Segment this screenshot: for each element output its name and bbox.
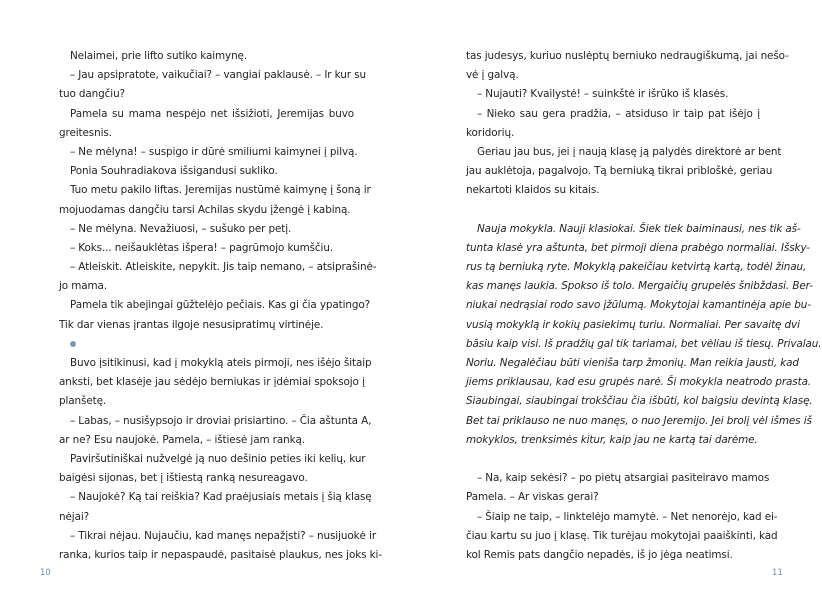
left-page-text [59, 47, 382, 565]
text-line: – Labas, – nusišypsojo ir droviai prisiartino. – Čia aštunta A, [70, 414, 372, 427]
text-line: jiems priklausau, kad esu grupės narė. Ši mokykla neatrodo prasta. [466, 376, 812, 389]
text-line: Noriu. Negalėčiau būti vieniša tarp žmonių. Man reikia jausti, kad [466, 357, 799, 369]
text-line: Paviršutiniškai nužvelgė ją nuo dešinio peties iki kelių, kur [70, 452, 366, 465]
text-line: ar ne? Esu naujokė. Pamela, – ištiesė jam ranką. [59, 433, 305, 446]
text-line: jo mama. [59, 280, 108, 293]
text-line: – Šiaip ne taip, – linktelėjo mamytė. – Net nenorėjo, kad ei- [477, 510, 778, 523]
text-line: Pamela. – Ar viskas gerai? [466, 491, 599, 504]
text-line: vė į galvą. [466, 69, 519, 82]
text-line: – Koks... neišauklėtas išpera! – pagrūmojo kumščiu. [70, 241, 334, 254]
text-line: nekartoti klaidos su kitais. [466, 184, 600, 197]
text-line: kas manęs laukia. Spokso iš tolo. Mergaičių grupelės šnibždasi. Ber- [466, 280, 813, 293]
text-line: baigėsi sijonas, bet į ištiestą ranką nesureagavo. [59, 472, 308, 485]
text-line: – Nujauti? Kvailystė! – suinkštė ir išrūko iš klasės. [477, 88, 729, 101]
text-line: Ponia Souhradiakova išsigandusi sukliko. [70, 165, 278, 178]
text-line: Pamela tik abejingai gūžtelėjo pečiais. Kas gi čia ypatingo? [70, 299, 371, 312]
text-line: mojuodamas dangčiu tarsi Achilas skydu įžengė į kabiną. [59, 203, 351, 216]
text-line: anksti, bet klasėje jau sėdėjo berniukas ir įdėmiai spoksojo į [59, 376, 365, 389]
text-line: Nauja mokykla. Nauji klasiokai. Šiek tiek baiminausi, nes tik aš- [477, 222, 801, 235]
text-line: Nelaimei, prie lifto sutiko kaimynę. [70, 50, 248, 62]
text-line: tunta klasė yra aštunta, bet pirmoji diena prabėgo normaliai. Išsky- [466, 241, 810, 254]
text-line: kol Remis pats dangčio nepadės, iš jo jėga neatimsi. [466, 548, 733, 561]
text-line: Buvo įsitikinusi, kad į mokyklą ateis pirmoji, nes išėjo šitaip [70, 357, 372, 369]
right-page-text [466, 47, 822, 565]
text-line: jau auklėtoja, pagalvojo. Tą berniuką tikrai pribloškė, geriau [466, 165, 773, 178]
text-line: – Ne mėlyna! – suspigo ir dūrė smiliumi kaimynei į pilvą. [70, 145, 358, 158]
text-line: – Na, kaip sekėsi? – po pietų atsargiai pasiteiravo mamos [477, 472, 770, 485]
section-break [59, 335, 354, 354]
page-number-right: 11 [772, 568, 783, 578]
text-line: – Jau apsipratote, vaikučiai? – vangiai paklausė. – Ir kur su [70, 69, 366, 82]
paragraph-gap [466, 450, 760, 469]
text-line: greitesnis. [59, 126, 112, 139]
text-line: Pamela su mama nespėjo net išsižioti, Jeremijas buvo [70, 107, 354, 120]
text-line: – Atleiskit. Atleiskite, nepykit. Jis taip nemano, – atsiprašinė- [70, 261, 377, 274]
section-dot-icon [70, 341, 76, 347]
text-line: – Nieko sau gera pradžia, – atsiduso ir taip pat išėjo į [477, 107, 760, 120]
right-page [411, 0, 822, 609]
text-line: vusią mokyklą ir kokių pasiekimų turiu. Normaliai. Per savaitę dvi [466, 318, 800, 331]
text-line: tuo dangčiu? [59, 88, 125, 101]
text-line: planšetę. [59, 395, 107, 408]
text-line: koridorių. [466, 126, 515, 139]
page-number-left: 10 [40, 568, 51, 578]
text-line: Siaubingai, siaubingai trokščiau čia išbūti, kol baigsiu devintą klasę. [466, 395, 813, 408]
text-line: – Ne mėlyna. Nevažiuosi, – sušuko per petį. [70, 222, 292, 235]
text-line: Tuo metu pakilo liftas. Jeremijas nustūmė kaimynę į šoną ir [70, 184, 371, 197]
text-line: – Naujokė? Ką tai reiškia? Kad praėjusiais metais į šią klasę [70, 491, 372, 504]
text-line: – Tikrai nėjau. Nujaučiu, kad manęs nepažįsti? – nusijuokė ir [70, 529, 376, 542]
text-line: tas judesys, kuriuo nuslėptų berniuko nedraugiškumą, jai nešo- [466, 50, 789, 62]
text-line: čiau kartu su juo į klasę. Tik turėjau mokytojai paaiškinti, kad [466, 529, 778, 542]
paragraph-gap [466, 201, 760, 220]
text-line: mokyklos, trenksimės kitur, kaip jau ne kartą tai darėme. [466, 433, 758, 446]
text-line: rus tą berniuką ryte. Mokyklą pakeičiau ketvirtą kartą, todėl žinau, [466, 261, 807, 274]
text-line: Tik dar vienas įrantas ilgoje nesusipratimų virtinėje. [59, 318, 324, 331]
text-line: Bet tai priklauso ne nuo manęs, o nuo Jeremijo. Jei brolį vėl išmes iš [466, 414, 812, 427]
text-line: bāsiu kaip visi. Iš pradžių gal tik tariamai, bet vėliau iš tiesų. Privalau. [466, 337, 822, 350]
text-line: Geriau jau bus, jei į naują klasę ją palydės direktorė ar bent [477, 145, 782, 158]
text-line: ranka, kurios taip ir nepaspaudė, pasitaisė plaukus, nes joks ki- [59, 548, 382, 561]
text-line: niukai nedrąsiai rodo savo įžūlumą. Mokytojai kamantinėja apie bu- [466, 299, 811, 312]
text-line: nėjai? [59, 510, 90, 523]
